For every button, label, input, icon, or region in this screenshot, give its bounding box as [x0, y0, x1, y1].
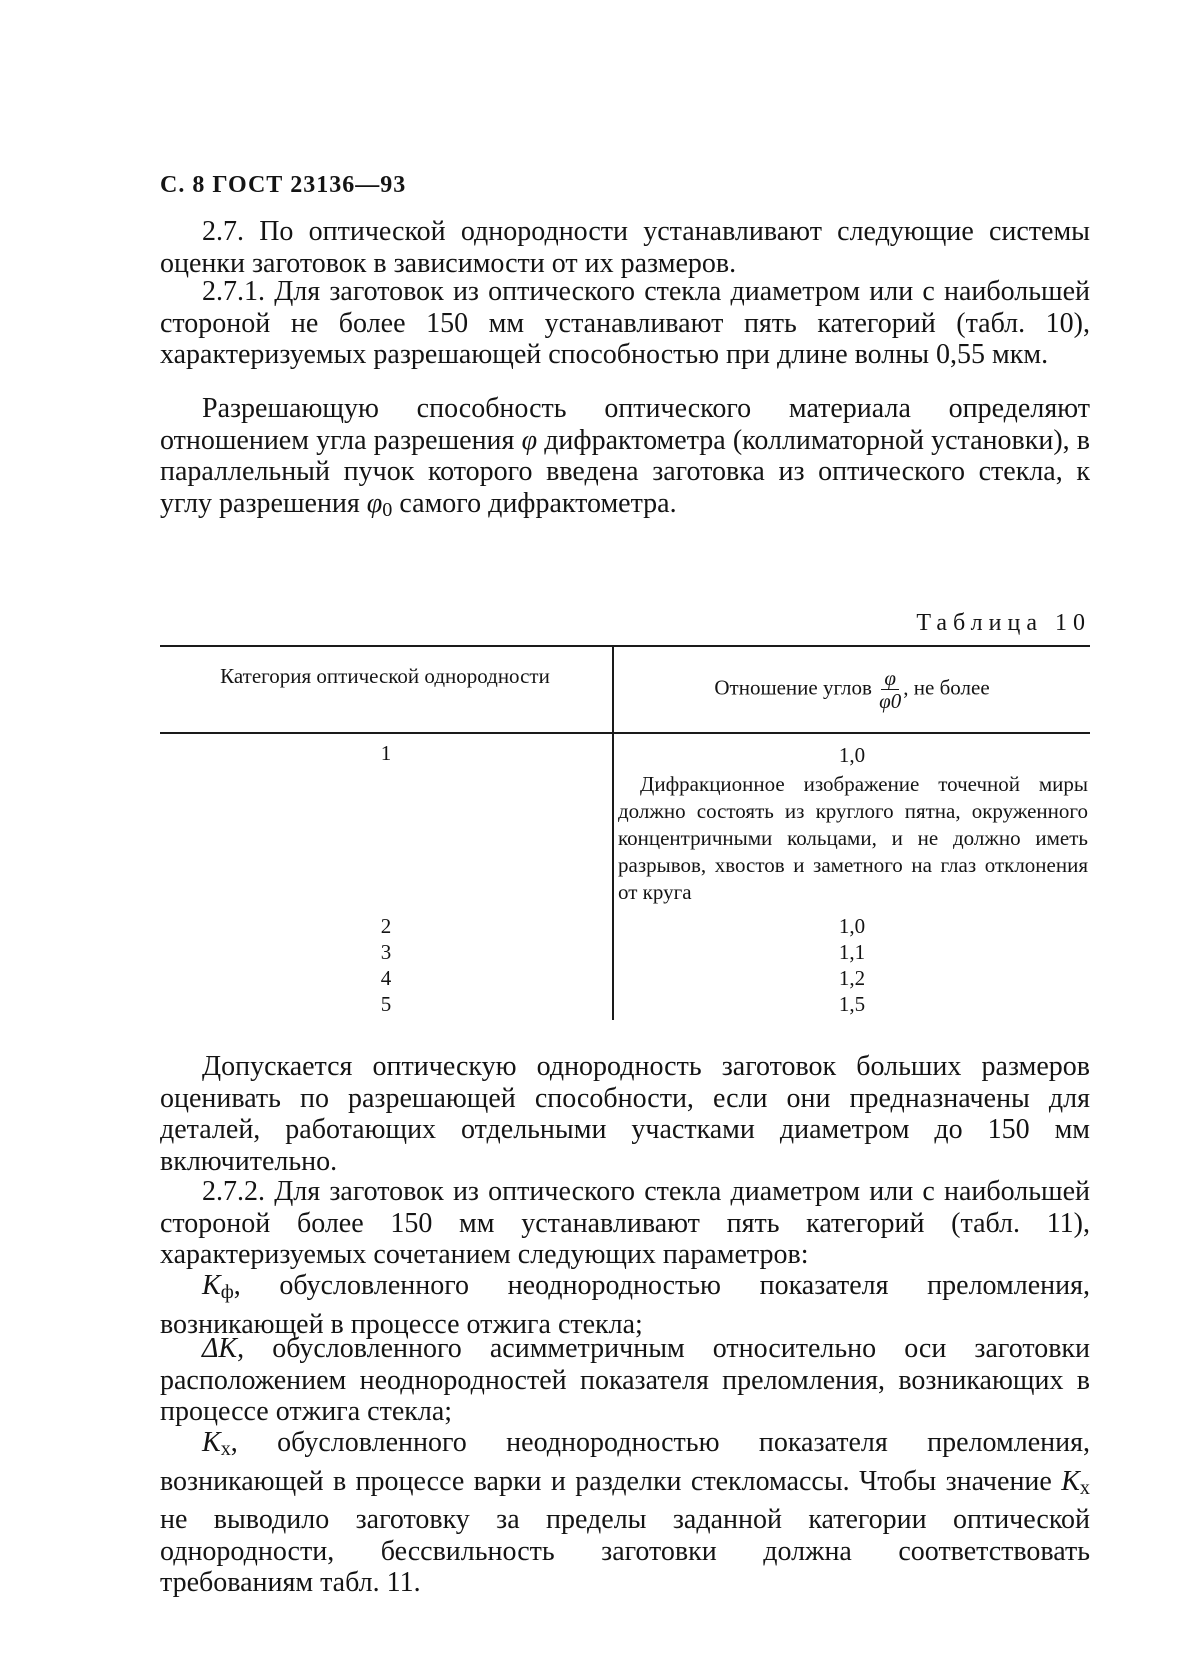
paragraph-resolution — [160, 393, 1090, 526]
table-caption: Таблица 10 — [916, 610, 1091, 636]
phi-symbol: φ — [521, 424, 538, 456]
table-row-value: 1,2 — [838, 966, 866, 990]
table-row-category: 5 — [380, 992, 392, 1016]
ratio-header-prefix: Отношение углов — [714, 675, 872, 700]
kf-base: K — [202, 1270, 221, 1301]
paragraph-kx — [160, 1427, 1090, 1599]
phi0-subscript: 0 — [382, 498, 393, 521]
table-row-value: 1,0 — [838, 914, 866, 938]
table-top-rule — [160, 645, 1090, 647]
table-row-value: 1,1 — [838, 940, 866, 964]
column-header-ratio — [614, 667, 1090, 712]
kx-subscript: x — [220, 1438, 231, 1461]
page-header: С. 8 ГОСТ 23136—93 — [160, 172, 407, 198]
paragraph-kf — [160, 1270, 1090, 1340]
table-row-note: Дифракционное изображение точечной миры должно состоять из круглого пятна, окруженного концентричными кольцами, и не должно иметь разрывов, хвостов и заметного на глаз отклонения от круга — [618, 772, 1088, 904]
column-header-category: Категория оптической однородности — [220, 664, 550, 688]
table-row-value: 1,5 — [838, 992, 866, 1016]
kf-subscript: ф — [220, 1281, 234, 1304]
kx2-subscript: x — [1079, 1476, 1090, 1499]
paragraph-delta-k-text: , обусловленного асимметричным относительно оси заготовки расположением неоднородностей показателя преломления, возникающих в процессе отжига стекла; — [160, 1333, 1090, 1427]
kf-symbol — [202, 1270, 234, 1304]
ratio-fraction — [879, 667, 901, 712]
phi0-symbol — [367, 488, 393, 519]
table-header-rule — [160, 732, 1090, 734]
table-row-category: 2 — [380, 914, 392, 938]
fraction-numerator: φ — [881, 667, 899, 690]
paragraph-resolution-part-a: Разрешающую способность оптического материала определяют отношением угла разрешения — [160, 393, 1090, 456]
paragraph-kf-text: , обусловленного неоднородностью показателя преломления, возникающей в процессе отжига стекла; — [160, 1270, 1090, 1340]
paragraph-kx-text-b: не выводило заготовку за пределы заданной категории оптической однородности, бессвильность заготовки должна соответствовать требованиям табл. 11. — [160, 1504, 1090, 1599]
delta-k-symbol: ΔK — [202, 1333, 238, 1364]
kx-symbol — [202, 1427, 231, 1461]
kx-base: K — [202, 1427, 221, 1458]
phi0-base: φ — [366, 487, 383, 519]
paragraph-allowed: Допускается оптическую однородность заготовок больших размеров оценивать по разрешающей способности, если они предназначены для деталей, работающих отдельными участками диаметром до 150 мм включительно. — [160, 1051, 1090, 1177]
paragraph-delta-k — [160, 1333, 1090, 1428]
table-row-category: 1 — [380, 741, 392, 765]
table-10 — [160, 645, 1090, 1020]
ratio-header-suffix: , не более — [903, 675, 990, 700]
paragraph-resolution-part-b: дифрактометра (коллиматорной установки), в параллельный пучок которого введена заготовка из оптического стекла, к углу разрешения — [160, 424, 1090, 519]
kx-symbol-2 — [1061, 1466, 1090, 1497]
table-row-category: 4 — [380, 966, 392, 990]
paragraph-kx-text-a: , обусловленного неоднородностью показателя преломления, возникающей в процессе варки и разделки стекломассы. Чтобы значение — [160, 1427, 1090, 1497]
kx2-base: K — [1061, 1465, 1080, 1497]
table-row-category: 3 — [380, 940, 392, 964]
paragraph-resolution-part-c: самого дифрактометра. — [392, 487, 677, 519]
table-row-value: 1,0 — [838, 743, 866, 767]
paragraph-2-7: 2.7. По оптической однородности устанавливают следующие системы оценки заготовок в зависимости от их размеров. — [160, 216, 1090, 279]
paragraph-2-7-2: 2.7.2. Для заготовок из оптического стекла диаметром или с наибольшей стороной более 150 мм устанавливают пять категорий (табл. 11), характеризуемых сочетанием следующих параметров: — [160, 1176, 1090, 1270]
fraction-denominator: φ0 — [879, 689, 902, 713]
paragraph-2-7-1: 2.7.1. Для заготовок из оптического стекла диаметром или с наибольшей стороной не более 150 мм устанавливают пять категорий (табл. 10), характеризуемых разрешающей способностью при длине волны 0,55 мкм. — [160, 276, 1090, 370]
